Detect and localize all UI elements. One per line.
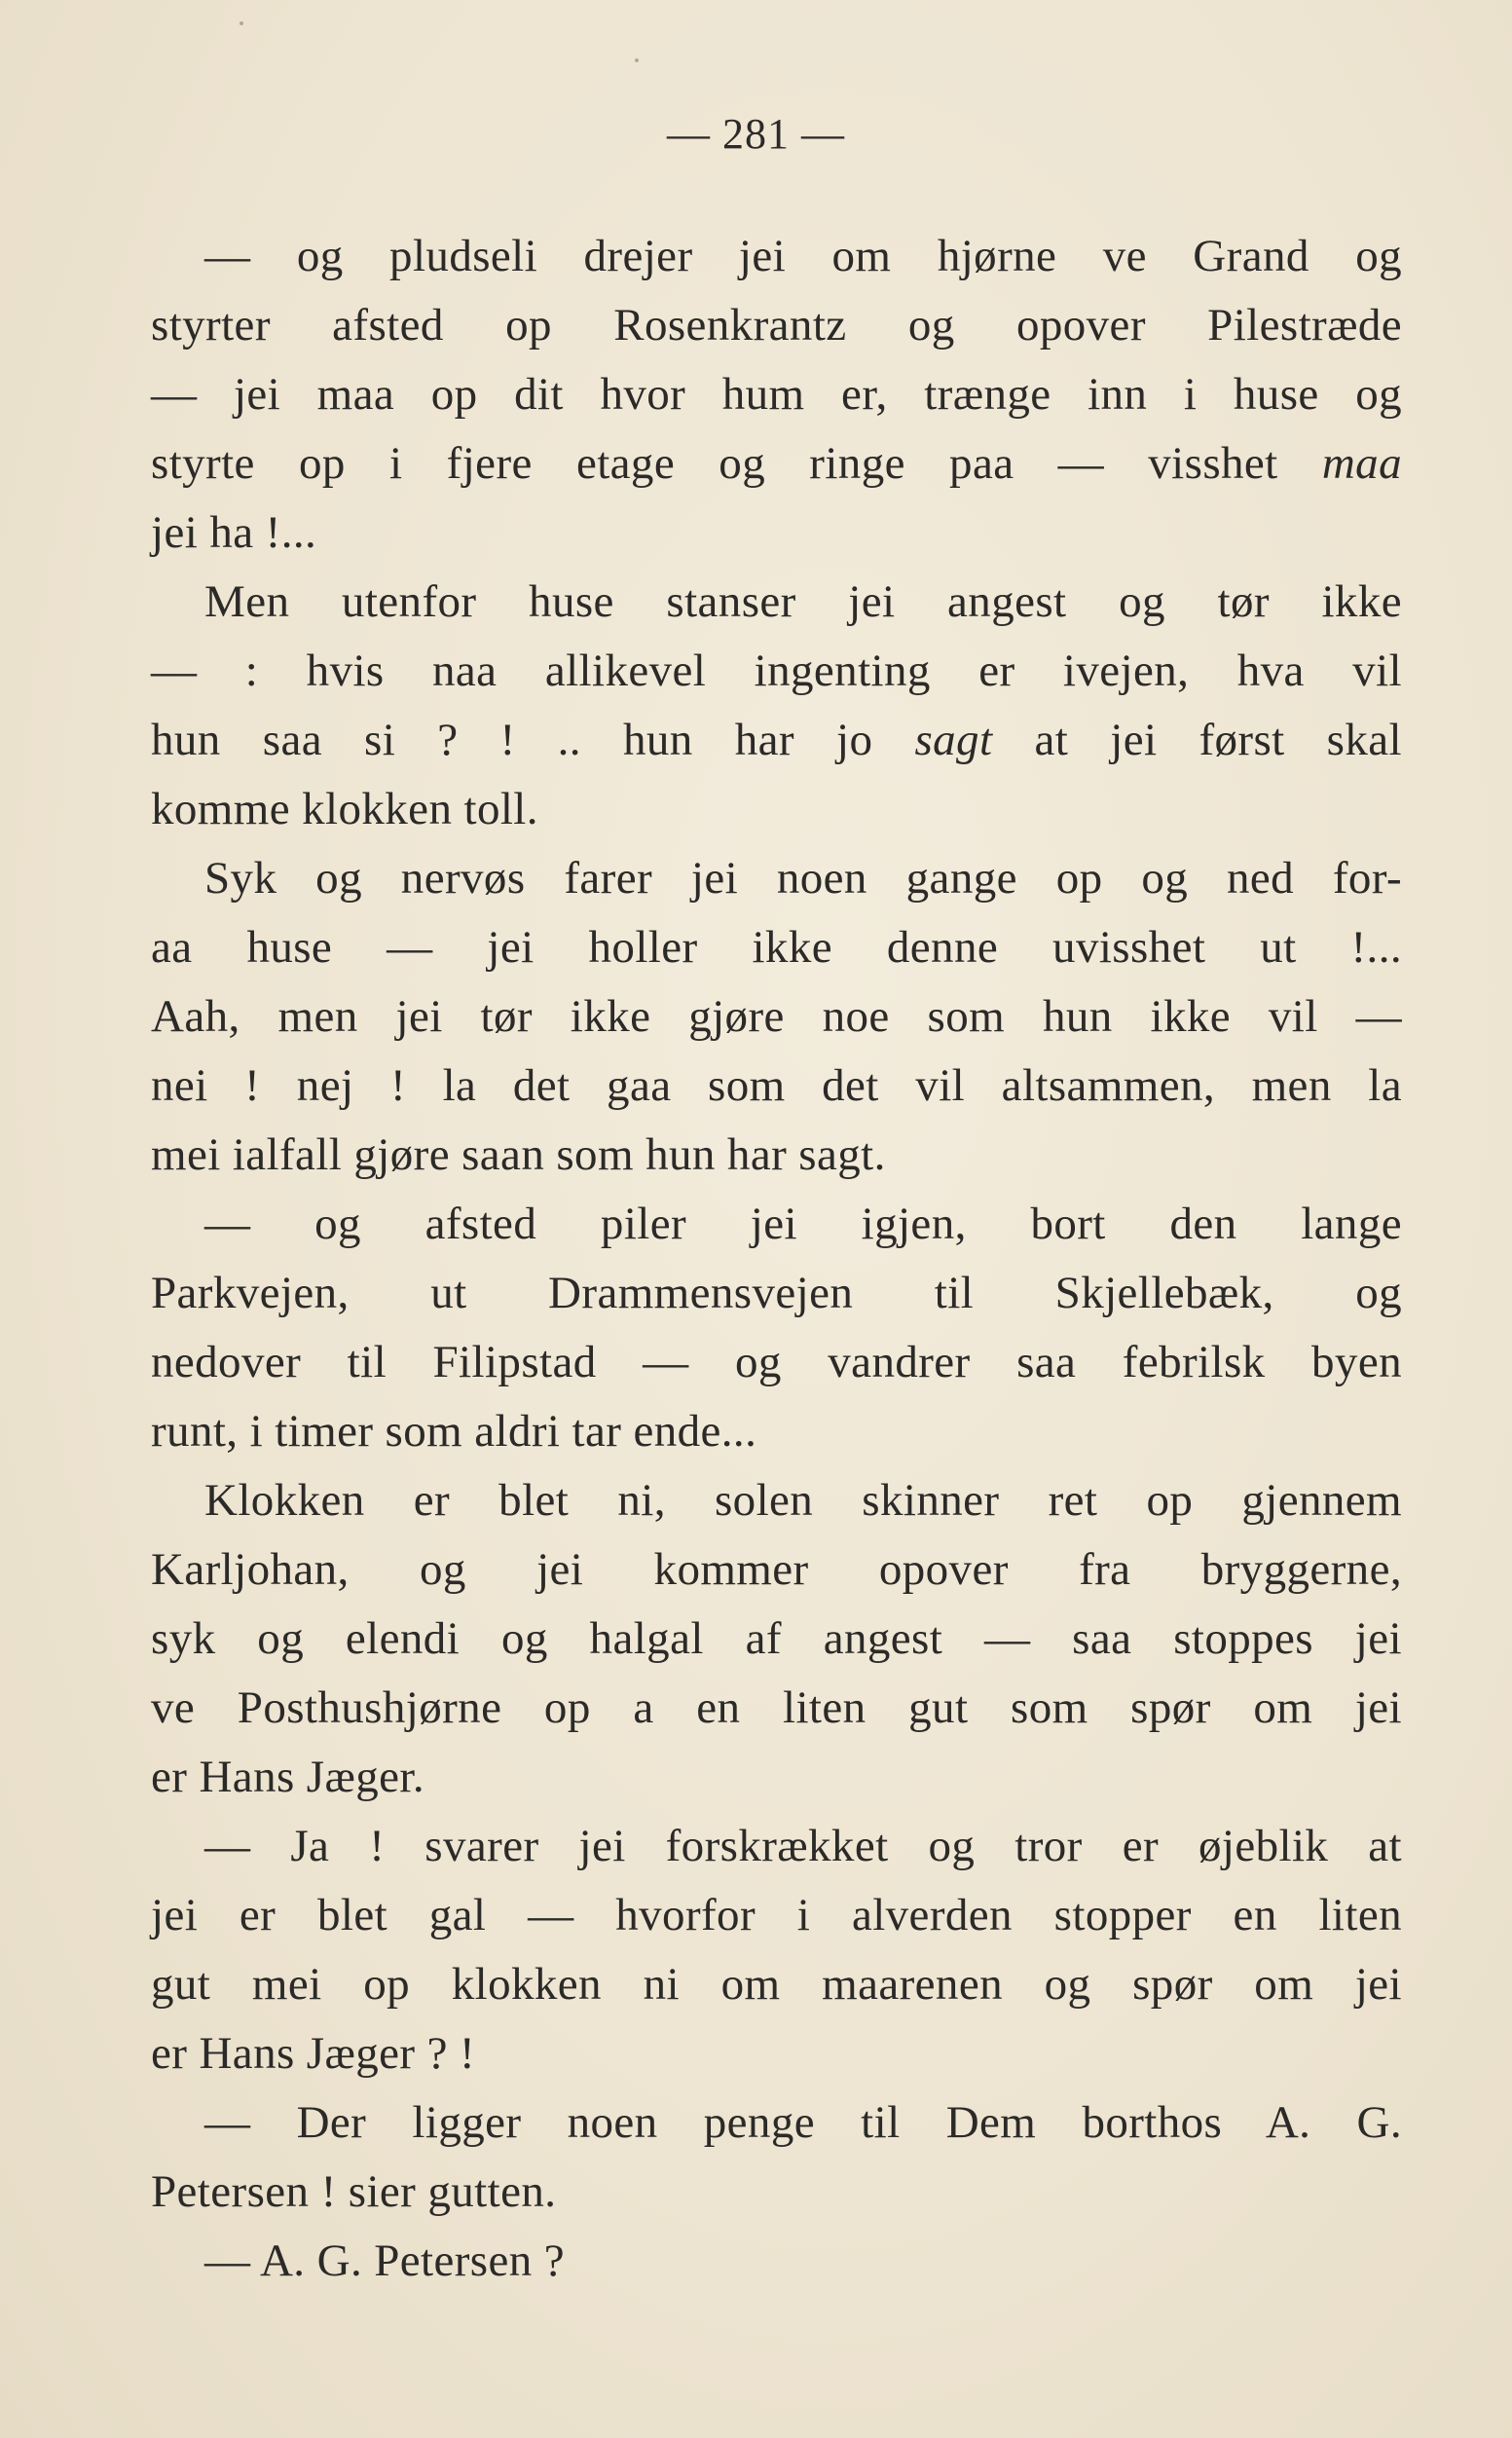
text-line: — jei maa op dit hvor hum er, trænge inn i huse og — [151, 369, 1402, 420]
text-line: nei ! nej ! la det gaa som det vil altsammen, men la — [151, 1060, 1402, 1111]
text-line: jei er blet gal — hvorfor i alverden stopper en liten — [151, 1890, 1402, 1940]
text-line: — og afsted piler jei igjen, bort den lange — [204, 1199, 1402, 1249]
text-line: komme klokken toll. — [151, 784, 538, 834]
text-line: hun saa si ? ! .. hun har jo sagt at jei først skal — [151, 715, 1402, 765]
text-line: gut mei op klokken ni om maarenen og spør om jei — [151, 1959, 1402, 2010]
text-line: mei ialfall gjøre saan som hun har sagt. — [151, 1129, 886, 1180]
text-line: er Hans Jæger ? ! — [151, 2028, 476, 2079]
body-text — [151, 222, 1402, 2296]
text-line: — A. G. Petersen ? — [204, 2235, 566, 2286]
text-line: — Ja ! svarer jei forskrækket og tror er øjeblik at — [204, 1821, 1402, 1871]
paper-speck — [240, 21, 243, 25]
text-line: ve Posthushjørne op a en liten gut som spør om jei — [151, 1682, 1402, 1733]
text-line: Karljohan, og jei kommer opover fra bryggerne, — [151, 1544, 1402, 1595]
text-line: nedover til Filipstad — og vandrer saa febrilsk byen — [151, 1337, 1402, 1387]
text-line: Aah, men jei tør ikke gjøre noe som hun ikke vil — — [151, 991, 1402, 1042]
text-line: Petersen ! sier gutten. — [151, 2166, 557, 2217]
text-line: runt, i timer som aldri tar ende... — [151, 1406, 757, 1457]
text-line: styrter afsted op Rosenkrantz og opover Pilestræde — [151, 300, 1402, 351]
text-line: — : hvis naa allikevel ingenting er ivejen, hva vil — [151, 646, 1402, 696]
text-line: er Hans Jæger. — [151, 1752, 425, 1802]
text-line: — og pludseli drejer jei om hjørne ve Grand og — [204, 231, 1402, 281]
text-line: syk og elendi og halgal af angest — saa stoppes jei — [151, 1613, 1402, 1664]
paper-speck — [635, 58, 639, 62]
text-line: jei ha !... — [151, 507, 317, 558]
text-line: Parkvejen, ut Drammensvejen til Skjellebæk, og — [151, 1268, 1402, 1318]
text-line: Men utenfor huse stanser jei angest og tør ikke — [204, 576, 1402, 627]
text-line: — Der ligger noen penge til Dem borthos A. G. — [204, 2097, 1402, 2148]
text-line: Syk og nervøs farer jei noen gange op og ned for- — [204, 853, 1402, 904]
text-line: styrte op i fjere etage og ringe paa — visshet maa — [151, 438, 1402, 489]
page-number: — 281 — — [667, 110, 845, 158]
text-line: aa huse — jei holler ikke denne uvisshet ut !... — [151, 922, 1402, 973]
text-line: Klokken er blet ni, solen skinner ret op gjennem — [204, 1475, 1402, 1526]
